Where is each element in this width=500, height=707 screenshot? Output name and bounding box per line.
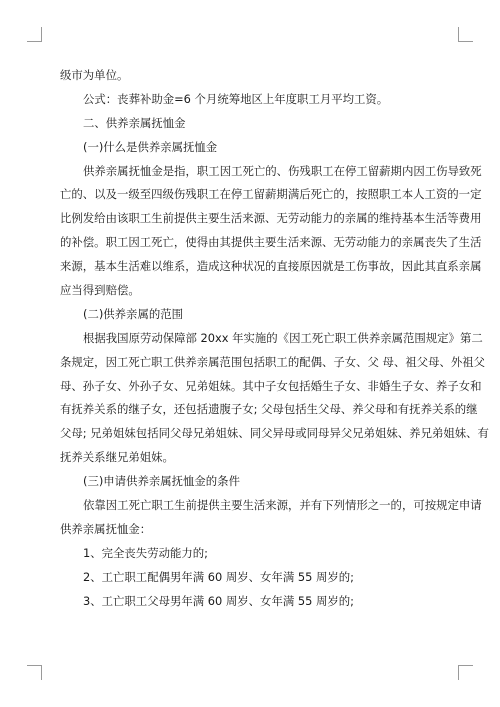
list-item: 2、工亡职工配偶男年满 60 周岁、女年满 55 周岁的; (83, 569, 354, 584)
paragraph-line: 有抚养关系的继子女，还包括遗腹子女; 父母包括生父母、养父母和有抚养关系的继 (60, 402, 478, 417)
formula-line: 公式：丧葬补助金=6 个月统筹地区上年度职工月平均工资。 (83, 91, 389, 106)
section-heading: 二、供养亲属抚恤金 (83, 115, 186, 130)
list-item: 3、工亡职工父母男年满 60 周岁、女年满 55 周岁的; (83, 593, 354, 608)
paragraph-line: 的补偿。职工因工死亡，使得由其提供主要生活来源、无劳动能力的亲属丧失了生活 (60, 235, 482, 250)
list-item: 1、完全丧失劳动能力的; (83, 545, 208, 560)
paragraph-line: 级市为单位。 (60, 68, 129, 82)
crop-mark-bottom-right (458, 665, 473, 680)
crop-mark-top-right (458, 27, 473, 42)
paragraph-line: 应当得到赔偿。 (60, 283, 140, 298)
paragraph-line: 条规定，因工死亡职工供养亲属范围包括职工的配偶、子女、父 母、祖父母、外祖父 (60, 354, 486, 369)
paragraph-line: 抚养关系继兄弟姐妹。 (60, 450, 174, 465)
paragraph-line: 供养亲属抚恤金： (60, 521, 152, 536)
paragraph-line: 母、孙子女、外孙子女、兄弟姐妹。其中子女包括婚生子女、非婚生子女、养子女和 (60, 378, 482, 393)
subsection-heading: (三)申请供养亲属抚恤金的条件 (83, 474, 240, 489)
paragraph-line: 供养亲属抚恤金是指，职工因工死亡的、伤残职工在停工留薪期内因工伤导致死 (83, 163, 482, 178)
paragraph-line: 亡的、以及一级至四级伤残职工在停工留薪期满后死亡的，按照职工本人工资的一定 (60, 187, 482, 202)
crop-mark-top-left (27, 27, 42, 42)
paragraph-line: 依靠因工死亡职工生前提供主要生活来源，并有下列情形之一的，可按规定申请 (83, 498, 482, 513)
paragraph-line: 来源，基本生活难以维系，造成这种状况的直接原因就是工伤事故，因此其直系亲属 (60, 259, 482, 274)
paragraph-line: 根据我国原劳动保障部 20xx 年实施的《因工死亡职工供养亲属范围规定》第二 (83, 330, 483, 345)
paragraph-line: 比例发给由该职工生前提供主要生活来源、无劳动能力的亲属的维持基本生活等费用 (60, 211, 482, 226)
document-body (60, 64, 489, 613)
paragraph-line: 父母; 兄弟姐妹包括同父母兄弟姐妹、同父异母或同母异父兄弟姐妹、养兄弟姐妹、有 (60, 426, 489, 441)
crop-mark-bottom-left (27, 665, 42, 680)
subsection-heading: (二)供养亲属的范围 (83, 306, 184, 321)
subsection-heading: (一)什么是供养亲属抚恤金 (83, 139, 218, 154)
